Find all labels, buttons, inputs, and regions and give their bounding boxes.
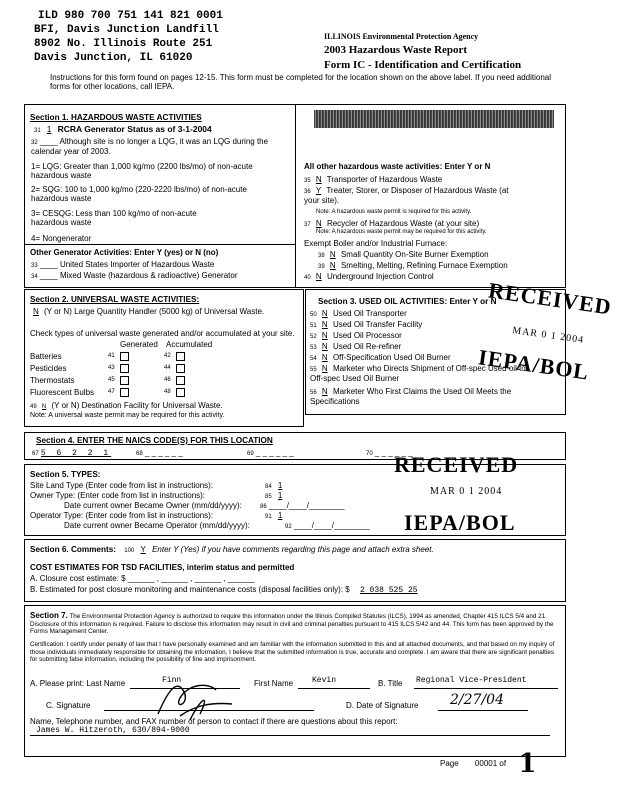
item40-num: 40 xyxy=(304,275,311,281)
used-oil-value[interactable]: N xyxy=(321,331,328,340)
page-value: 00001 xyxy=(474,759,498,768)
uw-row-acc-checkbox[interactable] xyxy=(176,376,185,385)
used-oil-label: Used Oil Transfer Facility xyxy=(332,320,423,329)
item39-label: Smelting, Melting, Refining Furnace Exemption xyxy=(340,261,508,270)
item35-num: 35 xyxy=(304,178,311,184)
item49 xyxy=(30,401,223,411)
item40-label: Underground Injection Control xyxy=(326,272,434,281)
item37-value[interactable]: N xyxy=(315,219,322,228)
item49-value[interactable]: N xyxy=(41,404,47,410)
facility-street: 8902 No. Illinois Route 251 xyxy=(34,38,213,50)
section7-title: Section 7. xyxy=(30,611,68,620)
received-stamp-date: MAR 0 1 2004 xyxy=(511,325,585,346)
uw-row-name: Batteries xyxy=(30,352,62,361)
closure-row: A. Closure cost estimate: $ ______ , ______ , ______ , ______ xyxy=(30,574,255,583)
post-closure-label: B. Estimated for post closure monitoring and maintenance costs (disposal facilities only): $ xyxy=(30,585,350,594)
comments-num: 100 xyxy=(124,548,135,554)
date-signature-label: D. Date of Signature xyxy=(346,701,419,710)
closure-label: A. Closure cost estimate: $ xyxy=(30,574,126,583)
item39-num: 39 xyxy=(318,264,325,270)
page-number xyxy=(440,750,536,780)
item34-num: 34 xyxy=(31,274,38,280)
used-oil-item xyxy=(310,342,401,352)
uw-row xyxy=(30,364,270,374)
uw-row-name: Fluorescent Bulbs xyxy=(30,388,95,397)
used-oil-item xyxy=(310,353,451,363)
agency-name: ILLINOIS Environmental Protection Agency xyxy=(324,32,479,41)
owner-type-value[interactable]: 1 xyxy=(277,491,283,500)
section2-note: Note: A universal waste permit may be required for this activity. xyxy=(30,412,225,419)
item36-value[interactable]: Y xyxy=(315,186,322,195)
item37-note: Note: A hazardous waste permit may be required for this activity. xyxy=(316,229,487,235)
item40 xyxy=(304,272,434,282)
operator-type-num: 91 xyxy=(265,514,272,520)
operator-date-label: Date current owner Became Operator (mm/dd/yyyy): xyxy=(64,521,250,530)
used-oil-item xyxy=(310,309,407,319)
gen-option-1: 1= LQG: Greater than 1,000 kg/mo (2200 lbs/mo) of non-acute hazardous waste xyxy=(31,162,253,181)
iepa-stamp: IEPA/BOL xyxy=(476,344,591,385)
used-oil-num: 52 xyxy=(310,334,317,340)
section7-authority: The Environmental Protection Agency is authorized to require this information under the Illinois Compiled Statutes (ILCS), 1994 as amended, Chapter 415 ILCS 5/4 and 21. Disclosure of this information is required. Failure to disclose this information may result in civil and criminal penalties pursuant to 415 ILCS 5/42 and 44. This form has been approved by the Forms Management Center. xyxy=(30,613,554,636)
operator-type-value[interactable]: 1 xyxy=(277,511,283,520)
item36-label: Treater, Storer, or Disposer of Hazardous Waste (at your site). xyxy=(304,186,509,205)
item38 xyxy=(318,250,489,260)
facility-name: BFI, Davis Junction Landfill xyxy=(34,24,219,36)
uw-row xyxy=(30,388,270,398)
date-signature-input[interactable]: 2/27/04 xyxy=(450,692,504,708)
item31-num: 31 xyxy=(34,128,41,134)
used-oil-value[interactable]: N xyxy=(321,353,328,362)
uw-row-gen-checkbox[interactable] xyxy=(120,388,129,397)
uw-row-gen-checkbox[interactable] xyxy=(120,376,129,385)
first-name-label: First Name xyxy=(254,679,294,688)
uw-row-gen-num: 47 xyxy=(108,389,115,395)
naics-code-input[interactable]: 5 6 2 2 1 xyxy=(40,449,112,458)
certification-text: Certification: I certify under penalty of law that I have personally examined and am familiar with the information submitted in this and all attached documents, and that based on my inquiry of those individuals immediately responsible for obtaining the information, I believe that the submitted information is true, accurate and complete. I am aware that there are significant penalties for submitting false information, including the possibility of fine and imprisonment. xyxy=(30,641,555,664)
item38-num: 38 xyxy=(318,253,325,259)
owner-type-num: 85 xyxy=(265,494,272,500)
used-oil-num: 56 xyxy=(310,390,317,396)
naics-num-69: 69 xyxy=(247,451,254,457)
section1-barcode xyxy=(314,110,554,128)
naics-num-68: 68 xyxy=(136,451,143,457)
comments-value[interactable]: Y xyxy=(140,545,146,554)
owner-date: 86 ____/____/________ xyxy=(260,501,345,510)
owner-date-label: Date current owner Became Owner (mm/dd/yyyy): xyxy=(64,501,242,510)
naics-field-67 xyxy=(32,448,111,458)
uw-row-name: Thermostats xyxy=(30,376,75,385)
used-oil-label: Used Oil Transporter xyxy=(332,309,407,318)
gen-option-2: 2= SQG: 100 to 1,000 kg/mo (220-2220 lbs/mo) of non-acute hazardous waste xyxy=(31,185,247,204)
other-activities-title: All other hazardous waste activities: Enter Y or N xyxy=(304,162,491,171)
item32: 32 ____ Although site is no longer a LQG, it was an LQG during the calendar year of 2003. xyxy=(31,137,269,156)
used-oil-num: 50 xyxy=(310,312,317,318)
section2-title: Section 2. UNIVERSAL WASTE ACTIVITIES: xyxy=(30,295,200,304)
date-signature-line xyxy=(438,710,528,711)
post-closure-value[interactable]: 2 038 525 25 xyxy=(359,586,418,595)
post-closure-row xyxy=(30,585,418,595)
item33-label: United States Importer of Hazardous Waste xyxy=(59,260,215,269)
operator-type xyxy=(265,511,286,521)
uw-row-acc-num: 42 xyxy=(164,353,171,359)
item35 xyxy=(304,175,442,185)
item33: 33 ____ United States Importer of Hazardous Waste xyxy=(31,260,215,269)
site-land-value[interactable]: 1 xyxy=(277,481,283,490)
used-oil-value[interactable]: N xyxy=(321,309,328,318)
title-input[interactable]: Regional Vice-President xyxy=(416,676,527,685)
exempt-title: Exempt Boiler and/or Industrial Furnace: xyxy=(304,239,448,248)
item36 xyxy=(304,186,524,205)
uw-row-gen-checkbox[interactable] xyxy=(120,352,129,361)
item32-label: Although site is no longer a LQG, it was an LQG during the calendar year of 2003. xyxy=(31,137,269,156)
operator-date-num: 92 xyxy=(285,524,292,530)
used-oil-item xyxy=(310,320,422,330)
gen-option-3: 3= CESQG: Less than 100 kg/mo of non-acute hazardous waste xyxy=(31,209,197,228)
lqh-row xyxy=(30,307,295,316)
operator-type-label: Operator Type: (Enter code from list in instructions): xyxy=(30,511,214,520)
used-oil-item xyxy=(310,387,540,406)
other-gen-title: Other Generator Activities: Enter Y (yes) or N (no) xyxy=(30,248,219,257)
owner-date-num: 86 xyxy=(260,504,267,510)
uw-row xyxy=(30,376,270,386)
iepa-stamp-2: IEPA/BOL xyxy=(404,510,516,535)
section7-text xyxy=(30,611,558,636)
used-oil-num: 55 xyxy=(310,367,317,373)
report-title: 2003 Hazardous Waste Report xyxy=(324,44,468,56)
title-line xyxy=(414,688,558,689)
used-oil-value[interactable]: N xyxy=(321,320,328,329)
facility-ids: ILD 980 700 751 141 821 0001 xyxy=(38,10,223,22)
uw-row-acc-num: 46 xyxy=(164,377,171,383)
cost-title: COST ESTIMATES FOR TSD FACILITIES, interim status and permitted xyxy=(30,563,295,572)
site-land-num: 84 xyxy=(265,484,272,490)
uw-row-acc-num: 48 xyxy=(164,389,171,395)
item36-num: 36 xyxy=(304,189,311,195)
naics-field-70: 70 _ _ _ _ _ _ xyxy=(366,448,413,457)
form-title: Form IC - Identification and Certification xyxy=(324,59,522,71)
uw-row xyxy=(30,352,270,362)
page-label: Page xyxy=(440,759,459,768)
contact-label: Name, Telephone number, and FAX number of person to contact if there are questions about this report: xyxy=(30,717,398,726)
title-label: B. Title xyxy=(378,679,403,688)
owner-type-label: Owner Type: (Enter code from list in instructions): xyxy=(30,491,206,500)
item33-num: 33 xyxy=(31,263,38,269)
item37-label: Recycler of Hazardous Waste (at your site) xyxy=(326,219,480,228)
of-value: 1 xyxy=(518,749,537,779)
naics-field-69: 69 _ _ _ _ _ _ xyxy=(247,448,294,457)
lqh-label: (Y or N) Large Quantity Handler (5000 kg) of Universal Waste. xyxy=(44,307,265,316)
of-label: of xyxy=(499,759,507,768)
item35-value[interactable]: N xyxy=(315,175,322,184)
item49-label: (Y or N) Destination Facility for Universal Waste. xyxy=(51,401,223,410)
item39-value[interactable]: N xyxy=(329,261,336,270)
uw-row-acc-checkbox[interactable] xyxy=(176,364,185,373)
item36-note: Note: A hazardous waste permit is required for this activity. xyxy=(316,209,472,215)
comments-row xyxy=(30,545,434,555)
item32-num: 32 xyxy=(31,140,38,146)
section4-title: Section 4. ENTER THE NAICS CODE(S) FOR THIS LOCATION xyxy=(36,436,273,445)
received-stamp: RECEIVED xyxy=(486,277,614,320)
item34-label: Mixed Waste (hazardous & radioactive) Generator xyxy=(59,271,238,280)
signature-label: C. Signature xyxy=(46,701,91,710)
section6-title: Section 6. Comments: xyxy=(30,545,116,554)
uw-row-gen-num: 45 xyxy=(108,377,115,383)
uw-row-name: Pesticides xyxy=(30,364,67,373)
last-name-label: A. Please print: Last Name xyxy=(30,679,126,688)
uw-row-acc-num: 44 xyxy=(164,365,171,371)
naics-field-68: 68 _ _ _ _ _ _ xyxy=(136,448,183,457)
owner-type xyxy=(265,491,286,501)
used-oil-label: Used Oil Re-refiner xyxy=(332,342,402,351)
used-oil-num: 51 xyxy=(310,323,317,329)
instructions-text: Instructions for this form found on pages 12-15. This form must be completed for the location shown on the above label. If you need additional forms for other locations, call IEPA. xyxy=(50,73,552,92)
item35-label: Transporter of Hazardous Waste xyxy=(326,175,443,184)
item37 xyxy=(304,219,479,229)
naics-num-67: 67 xyxy=(32,451,39,457)
operator-date: 92 ____/____/________ xyxy=(285,521,370,530)
col-generated: Generated xyxy=(120,340,158,349)
item38-label: Small Quantity On-Site Burner Exemption xyxy=(340,250,489,259)
used-oil-num: 54 xyxy=(310,356,317,362)
uw-row-acc-checkbox[interactable] xyxy=(176,388,185,397)
item40-value[interactable]: N xyxy=(315,272,322,281)
facility-city: Davis Junction, IL 61020 xyxy=(34,52,193,64)
section5-title: Section 5. TYPES: xyxy=(30,470,101,479)
gen-option-4: 4= Nongenerator xyxy=(31,234,92,243)
used-oil-value[interactable]: N xyxy=(321,387,328,396)
site-land-type-label: Site Land Type (Enter code from list in instructions): xyxy=(30,481,214,490)
col-accumulated: Accumulated xyxy=(166,340,213,349)
uw-row-gen-num: 43 xyxy=(108,365,115,371)
received-stamp-2: RECEIVED xyxy=(394,452,519,477)
uw-row-gen-checkbox[interactable] xyxy=(120,364,129,373)
first-name-line xyxy=(298,688,370,689)
last-name-input[interactable]: Finn xyxy=(162,676,182,685)
used-oil-value[interactable]: N xyxy=(321,342,328,351)
item34: 34 ____ Mixed Waste (hazardous & radioactive) Generator xyxy=(31,271,238,280)
uw-row-acc-checkbox[interactable] xyxy=(176,352,185,361)
used-oil-label: Marketer who Directs Shipment of Off-spec Used oil to Off-spec Used Oil Burner xyxy=(310,364,526,383)
item31-value[interactable]: 1 xyxy=(46,125,52,134)
section1-divider xyxy=(24,244,295,245)
item31-label: RCRA Generator Status as of 3-1-2004 xyxy=(57,124,212,134)
used-oil-value[interactable]: N xyxy=(321,364,328,373)
naics-num-70: 70 xyxy=(366,451,373,457)
used-oil-label: Used Oil Processor xyxy=(332,331,402,340)
uw-row-gen-num: 41 xyxy=(108,353,115,359)
used-oil-num: 53 xyxy=(310,345,317,351)
item31 xyxy=(34,125,212,135)
comments-label: Enter Y (Yes) if you have comments regarding this page and attach extra sheet. xyxy=(152,545,434,554)
section1-title: Section 1. HAZARDOUS WASTE ACTIVITIES xyxy=(30,113,202,122)
used-oil-label: Marketer Who First Claims the Used Oil Meets the Specifications xyxy=(310,387,512,406)
received-stamp-2-date: MAR 0 1 2004 xyxy=(430,486,503,497)
item39 xyxy=(318,261,508,271)
item49-num: 49 xyxy=(30,404,37,410)
check-types-label: Check types of universal waste generated and/or accumulated at your site. xyxy=(30,329,295,338)
first-name-input[interactable]: Kevin xyxy=(312,676,337,685)
item37-num: 37 xyxy=(304,222,311,228)
contact-input[interactable]: James W. Hitzeroth, 630/894-9000 xyxy=(36,726,190,735)
used-oil-label: Off-Specification Used Oil Burner xyxy=(332,353,451,362)
lqh-value[interactable]: N xyxy=(33,307,39,316)
section3-title: Section 3. USED OIL ACTIVITIES: Enter Y or N xyxy=(318,297,497,306)
used-oil-item xyxy=(310,331,402,341)
site-land-type xyxy=(265,481,286,491)
item38-value[interactable]: N xyxy=(329,250,336,259)
